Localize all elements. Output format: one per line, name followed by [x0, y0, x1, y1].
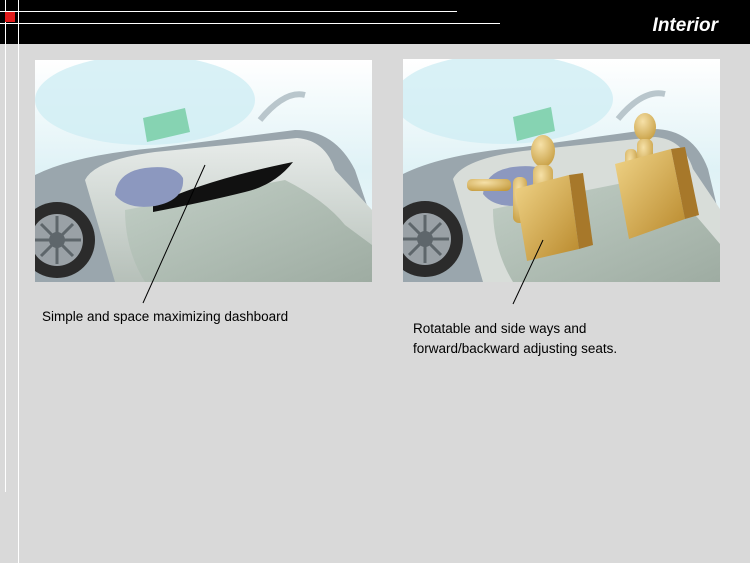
- slide-title: Interior: [652, 15, 718, 36]
- dashboard-caption: Simple and space maximizing dashboard: [42, 309, 289, 324]
- seats-caption-line-1: Rotatable and side ways and: [413, 321, 587, 336]
- seats-caption: [413, 319, 617, 359]
- seats-caption-line-2: forward/backward adjusting seats.: [413, 341, 618, 356]
